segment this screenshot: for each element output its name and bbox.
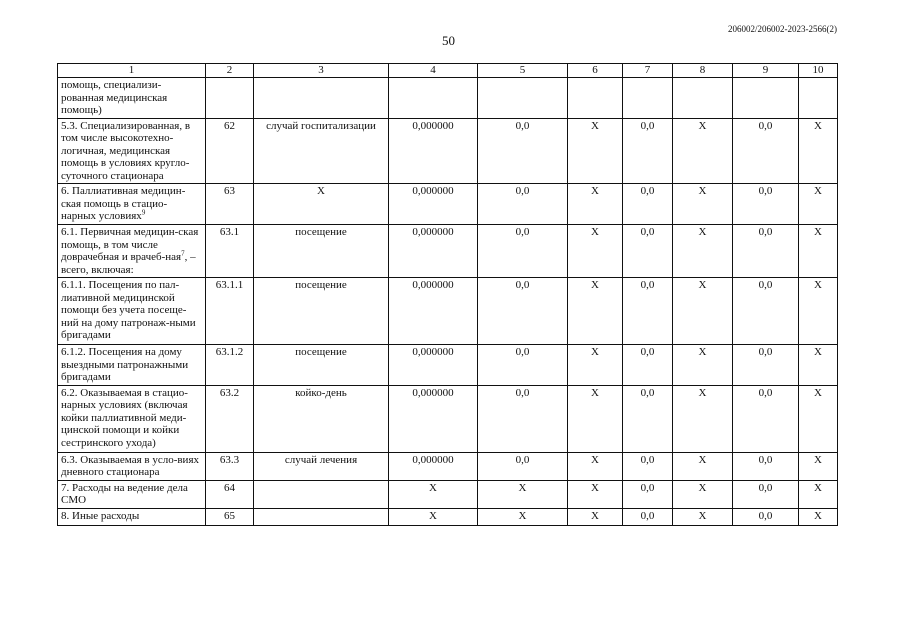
table-cell: посещение [254, 278, 389, 345]
table-cell: X [478, 508, 568, 525]
table-cell: X [673, 278, 733, 345]
row-name: 6.1.2. Посещения на дому выездными патронажными бригадами [61, 346, 189, 383]
table-cell: 0,0 [478, 385, 568, 452]
row-name-cell [58, 385, 206, 452]
table-cell: 0,0 [623, 278, 673, 345]
row-name-cell [58, 78, 206, 119]
table-cell: 62 [206, 118, 254, 184]
footnote-ref: 7 [181, 249, 185, 258]
table-cell [799, 78, 838, 119]
table-row [58, 118, 838, 184]
table-cell: 0,0 [623, 225, 673, 278]
header-cell: 10 [799, 64, 838, 78]
table-cell: случай лечения [254, 452, 389, 480]
row-name: помощь, специализи-рованная медицинская помощь) [61, 79, 168, 116]
table-cell: X [568, 345, 623, 386]
row-name: 8. Иные расходы [61, 509, 140, 522]
row-name: 6.2. Оказываемая в стацио-нарных условиях (включая койки паллиативной меди-цинской помощи и койки сестринского ухода) [61, 386, 188, 449]
table-cell: X [799, 345, 838, 386]
table-cell: X [673, 184, 733, 225]
table-cell: X [799, 278, 838, 345]
table-cell: X [673, 118, 733, 184]
table-cell: 0,0 [733, 118, 799, 184]
table-cell: 0,0 [623, 184, 673, 225]
row-name: 5.3. Специализированная, в том числе высокотехно-логичная, медицинская помощь в условиях кругло-суточного стационара [61, 119, 191, 182]
table-cell: X [799, 385, 838, 452]
table-cell: 0,000000 [389, 225, 478, 278]
table-cell: 0,0 [478, 184, 568, 225]
table-cell: X [799, 225, 838, 278]
header-cell: 9 [733, 64, 799, 78]
table-cell: 0,000000 [389, 345, 478, 386]
table-cell: X [799, 508, 838, 525]
row-name-cell [58, 278, 206, 345]
table-row [58, 508, 838, 525]
table-cell: X [568, 385, 623, 452]
table-cell: 0,0 [733, 225, 799, 278]
table-cell: случай госпитализации [254, 118, 389, 184]
document-id: 206002/206002-2023-2566(2) [728, 24, 837, 34]
table-cell [733, 78, 799, 119]
row-name-cell [58, 225, 206, 278]
table-cell: 0,0 [623, 480, 673, 508]
table-cell [254, 480, 389, 508]
table-cell [254, 508, 389, 525]
table-cell: 0,0 [478, 452, 568, 480]
table-cell: 64 [206, 480, 254, 508]
table-cell: X [478, 480, 568, 508]
table-row [58, 345, 838, 386]
table-row [58, 480, 838, 508]
header-cell: 6 [568, 64, 623, 78]
table-cell: 0,0 [478, 118, 568, 184]
row-name: 7. Расходы на ведение дела СМО [61, 481, 188, 506]
table-cell: 0,000000 [389, 452, 478, 480]
row-name: 6.1.1. Посещения по пал-лиативной медицинской помощи без учета посеще-ний на дому патронаж-ными бригадами [61, 279, 196, 341]
footnote-ref: 9 [141, 208, 146, 217]
row-name-cell [58, 184, 206, 225]
table-cell: посещение [254, 345, 389, 386]
table-cell: 0,0 [623, 118, 673, 184]
header-cell: 5 [478, 64, 568, 78]
table-cell: X [673, 345, 733, 386]
table-cell: X [568, 452, 623, 480]
table-cell: X [673, 385, 733, 452]
table-cell: 63.2 [206, 385, 254, 452]
table-cell: X [568, 480, 623, 508]
table-cell: 63.3 [206, 452, 254, 480]
table-cell: 0,0 [733, 480, 799, 508]
table-row [58, 225, 838, 278]
table-row [58, 452, 838, 480]
table-cell [568, 78, 623, 119]
table-cell: 0,0 [478, 345, 568, 386]
table-cell [673, 78, 733, 119]
data-table [57, 63, 838, 526]
header-cell: 8 [673, 64, 733, 78]
table-cell: X [568, 184, 623, 225]
table-row [58, 184, 838, 225]
table-cell: 0,0 [733, 385, 799, 452]
table-cell [623, 78, 673, 119]
table-cell [206, 78, 254, 119]
header-cell: 1 [58, 64, 206, 78]
table-cell: X [673, 452, 733, 480]
row-name-cell [58, 345, 206, 386]
table-cell: X [673, 225, 733, 278]
table-cell: X [799, 118, 838, 184]
table-cell: койко-день [254, 385, 389, 452]
table-cell: X [254, 184, 389, 225]
table-cell: 0,0 [733, 452, 799, 480]
row-name-cell [58, 508, 206, 525]
table-cell: X [568, 278, 623, 345]
table-cell: 63.1.2 [206, 345, 254, 386]
table-cell: 65 [206, 508, 254, 525]
table-cell: X [568, 225, 623, 278]
table-cell: 0,0 [733, 508, 799, 525]
row-name-cell [58, 480, 206, 508]
table-cell: X [799, 184, 838, 225]
header-cell: 4 [389, 64, 478, 78]
header-cell: 7 [623, 64, 673, 78]
table-cell: X [673, 508, 733, 525]
row-name: 6. Паллиативная медицин-ская помощь в стацио-нарных условиях [61, 185, 186, 222]
row-name-cell [58, 118, 206, 184]
table-cell: X [568, 118, 623, 184]
table-cell: 0,0 [733, 345, 799, 386]
header-cell: 2 [206, 64, 254, 78]
table-row [58, 385, 838, 452]
table-cell [254, 78, 389, 119]
table-cell: 0,0 [623, 508, 673, 525]
table-cell: 0,0 [623, 452, 673, 480]
table-cell: X [389, 508, 478, 525]
table-cell: X [568, 508, 623, 525]
table-cell: 0,0 [623, 345, 673, 386]
table-cell: 0,0 [733, 184, 799, 225]
page-number: 50 [442, 33, 455, 48]
table-cell: 0,000000 [389, 385, 478, 452]
table-cell: 0,0 [478, 278, 568, 345]
row-name-tail: , – всего, включая: [61, 251, 196, 276]
table-row [58, 78, 838, 119]
header-cell: 3 [254, 64, 389, 78]
table-cell: X [799, 452, 838, 480]
table-cell: X [799, 480, 838, 508]
table-cell: посещение [254, 225, 389, 278]
table-cell: 63 [206, 184, 254, 225]
table-row [58, 278, 838, 345]
row-name: 6.1. Первичная медицин-ская помощь, в том числе доврачебная и врачеб-ная [61, 226, 199, 263]
row-name-cell [58, 452, 206, 480]
table-cell: 0,000000 [389, 278, 478, 345]
table-cell: 0,0 [733, 278, 799, 345]
table-cell: 0,000000 [389, 184, 478, 225]
table-cell: 0,0 [478, 225, 568, 278]
header-row [58, 64, 838, 78]
table-cell: 0,0 [623, 385, 673, 452]
table-cell: X [389, 480, 478, 508]
table-cell: 63.1 [206, 225, 254, 278]
table-cell: 63.1.1 [206, 278, 254, 345]
table-cell [478, 78, 568, 119]
table-cell [389, 78, 478, 119]
table-cell: X [673, 480, 733, 508]
table-cell: 0,000000 [389, 118, 478, 184]
row-name: 6.3. Оказываемая в усло-виях дневного стационара [61, 453, 199, 478]
